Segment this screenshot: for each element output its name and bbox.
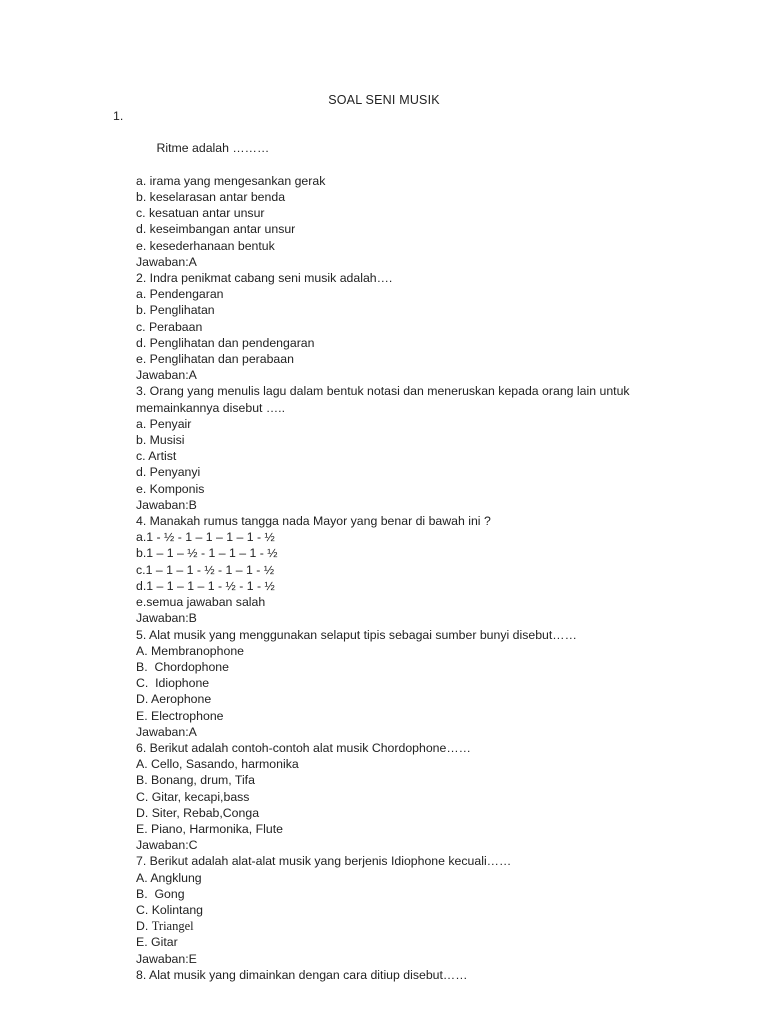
option-line: D. Aerophone bbox=[136, 692, 212, 707]
option-line: B. Gong bbox=[136, 886, 185, 901]
answer-line: Jawaban:B bbox=[136, 497, 197, 512]
option-line: a.1 - ½ - 1 – 1 – 1 – 1 - ½ bbox=[136, 530, 275, 545]
option-line: E. Electrophone bbox=[136, 708, 224, 723]
option-line: E. Piano, Harmonika, Flute bbox=[136, 821, 283, 836]
option-line: d. keseimbangan antar unsur bbox=[136, 222, 296, 237]
option-line: c. Artist bbox=[136, 449, 177, 464]
question-3: 3. Orang yang menulis lagu dalam bentuk notasi dan meneruskan kepada orang lain untuk memainkannya disebut ….. bbox=[136, 384, 630, 415]
document-title: SOAL SENI MUSIK bbox=[328, 93, 440, 107]
question-4: 4. Manakah rumus tangga nada Mayor yang benar di bawah ini ? bbox=[136, 514, 491, 529]
option-line: d.1 – 1 – 1 – 1 - ½ - 1 - ½ bbox=[136, 578, 275, 593]
option-line: a. irama yang mengesankan gerak bbox=[136, 173, 326, 188]
answer-line: Jawaban:A bbox=[136, 368, 197, 383]
question-2: 2. Indra penikmat cabang seni musik adalah…. bbox=[136, 271, 393, 286]
answer-line: Jawaban:C bbox=[136, 838, 198, 853]
option-line: d. Penglihatan dan pendengaran bbox=[136, 335, 315, 350]
answer-line: Jawaban:A bbox=[136, 724, 197, 739]
option-line: A. Angklung bbox=[136, 870, 202, 885]
option-line: e. kesederhanaan bentuk bbox=[136, 238, 275, 253]
question-number: 1. bbox=[113, 109, 124, 123]
option-line: A. Cello, Sasando, harmonika bbox=[136, 757, 299, 772]
option-line: b.1 – 1 – ½ - 1 – 1 – 1 - ½ bbox=[136, 546, 278, 561]
answer-line: Jawaban:E bbox=[136, 951, 197, 966]
answer-line: Jawaban:B bbox=[136, 611, 197, 626]
option-line-d bbox=[136, 918, 736, 934]
option-line: e.semua jawaban salah bbox=[136, 595, 266, 610]
option-line: a. Pendengaran bbox=[136, 287, 224, 302]
option-line: b. Penglihatan bbox=[136, 303, 215, 318]
option-line: c.1 – 1 – 1 - ½ - 1 – 1 - ½ bbox=[136, 562, 275, 577]
option-text: Triangel bbox=[151, 919, 194, 934]
option-line: c. Perabaan bbox=[136, 319, 203, 334]
option-line: d. Penyanyi bbox=[136, 465, 201, 480]
option-line: C. Idiophone bbox=[136, 676, 210, 691]
option-line: D. Siter, Rebab,Conga bbox=[136, 805, 260, 820]
option-line: e. Penglihatan dan perabaan bbox=[136, 352, 294, 367]
option-line: E. Gitar bbox=[136, 935, 178, 950]
question-8: 8. Alat musik yang dimainkan dengan cara ditiup disebut…… bbox=[136, 967, 468, 982]
option-line: b. keselarasan antar benda bbox=[136, 190, 286, 205]
question-text: Ritme adalah ……… bbox=[156, 141, 270, 156]
option-line: b. Musisi bbox=[136, 433, 185, 448]
option-line: B. Chordophone bbox=[136, 659, 229, 674]
question-6: 6. Berikut adalah contoh-contoh alat musik Chordophone…… bbox=[136, 740, 471, 755]
question-5: 5. Alat musik yang menggunakan selaput tipis sebagai sumber bunyi disebut…… bbox=[136, 627, 577, 642]
document-content bbox=[113, 108, 736, 983]
option-prefix: D. bbox=[136, 919, 152, 934]
option-line: e. Komponis bbox=[136, 481, 205, 496]
option-line: a. Penyair bbox=[136, 416, 192, 431]
option-line: C. Gitar, kecapi,bass bbox=[136, 789, 250, 804]
option-line: A. Membranophone bbox=[136, 643, 245, 658]
option-line: B. Bonang, drum, Tifa bbox=[136, 773, 255, 788]
answer-line: Jawaban:A bbox=[136, 254, 197, 269]
option-line: C. Kolintang bbox=[136, 902, 203, 917]
question-7: 7. Berikut adalah alat-alat musik yang berjenis Idiophone kecuali…… bbox=[136, 854, 512, 869]
question-1 bbox=[113, 108, 736, 173]
option-line: c. kesatuan antar unsur bbox=[136, 206, 265, 221]
